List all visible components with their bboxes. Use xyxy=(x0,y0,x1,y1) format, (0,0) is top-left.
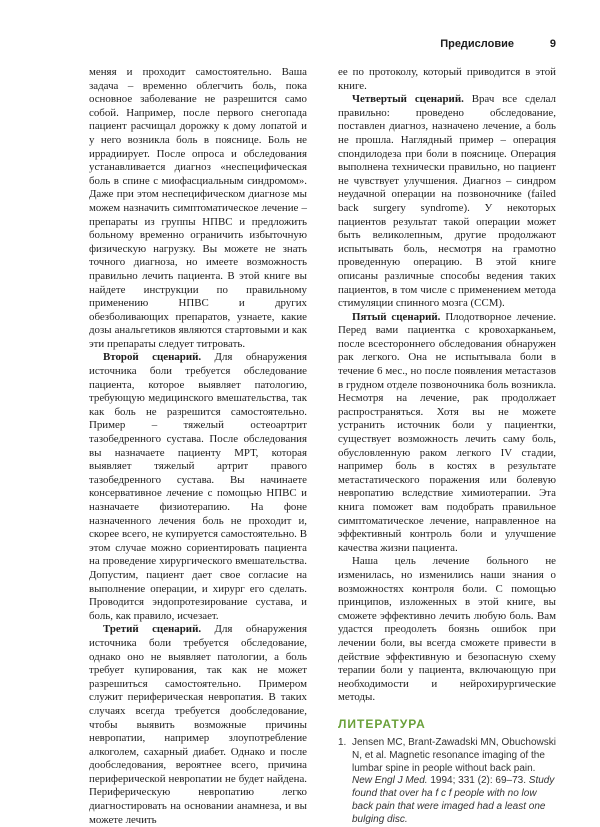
reference-citation: 1994; 331 (2): 69–73. xyxy=(427,775,529,787)
references-heading: ЛИТЕРАТУРА xyxy=(338,716,426,731)
section-title: Предисловие xyxy=(440,38,514,50)
scenario-2-heading: Второй сценарий. xyxy=(103,351,202,364)
reference-item xyxy=(338,737,556,827)
left-column xyxy=(89,66,307,827)
reference-body xyxy=(352,737,556,827)
paragraph-continued-right: ее по протоколу, который приводится в этой книге. xyxy=(338,66,556,92)
paragraph-conclusion: Наша цель лечение больного не изменилась, но изменились наши знания о возможностях контроля боли. С помощью принципов, изложенных в этой книге, вы сможете эффективно лечить любую боль. Вам удастся преодолеть боязнь ошибок при лечении боли, вы всегда сможете привести в действие эффективную и безопасную схему терапии боли у пациента, включающую при необходимости и нейрохирургические методы. xyxy=(338,555,556,704)
reference-note: Study found that over ha f c f people with no low back pain that were imaged had a least one bulging disc. xyxy=(352,775,555,825)
reference-number: 1. xyxy=(338,736,347,748)
reference-text: Jensen MC, Brant-Zawadski MN, Obuchowski N, et al. Magnetic resonance imaging of the lumbar spine in people without back pain. xyxy=(352,736,556,774)
scenario-2-text: Для обнаружения источника боли требуется обследование пациента, которое выявляет патологию, требующую медицинского вмешательства, так как боль не разрешится самостоятельно. Пример – тяжелый остеоартрит тазобедренного сустава. После обследования вы назначаете пациенту МРТ, которая выявляет тяжелый артрит правого тазобедренного сустава. Вы начинаете консервативное лечение с помощью НПВС и назначаете физиотерапию. На фоне назначенного лечения боль не проходит и, скорее всего, не купируется самостоятельно. В этом случае можно сориентировать пациента на проведение хирургического вмешательства. Допустим, пациент дает свое согласие на выполнение операции, и хирург его сделать. Проводится эндопротезирование сустава, и боль, как правило, исчезает. xyxy=(89,351,307,622)
scenario-5-text: Плодотворное лечение. Перед вами пациентка с кровохарканьем, после всестороннего обследования обнаружен рак легкого. Она не испытывала боли в течение 6 мес., но после появления метастазов в грудном отделе позвоночника боль возникла. Несмотря на лечение, рак продолжает распространяться. Хотя вы не можете устранить источник боли у пациентки, существует возможность лечить саму боль, обусловленную раком легкого IV стадии, например боль в костях в результате метастатического поражения или болевую невропатию вследствие химиотерапии. Эта книга поможет вам подобрать правильное симптоматическое лечение, направленное на эффективный контроль боли и улучшение качества жизни пациента. xyxy=(338,310,556,554)
scenario-5-heading: Пятый сценарий. xyxy=(352,310,441,323)
paragraph-scenario-5 xyxy=(338,311,556,556)
reference-journal: New Engl J Med. xyxy=(352,775,428,787)
paragraph-scenario-3 xyxy=(89,623,307,827)
running-header xyxy=(300,38,556,54)
paragraph-scenario-2 xyxy=(89,351,307,623)
paragraph-scenario-4 xyxy=(338,93,556,311)
scenario-4-heading: Четвертый сценарий. xyxy=(352,93,464,106)
scenario-3-text: Для обнаружения источника боли требуется обследование, однако оно не выявляет патологии, а боль требует купирования, так как не может разрешиться самостоятельно. Примером служит периферическая невропатия. В таких случаях всегда требуется дообследование, чтобы выявить возможные причины невропатии, например злоупотребление алкоголем, сахарный диабет. Однако и после дообследования, вероятнее всего, причина периферической невропатии не будет найдена. Периферическую невропатию легко диагностировать на основании анамнеза, и вы можете лечить xyxy=(89,623,308,826)
scenario-3-heading: Третий сценарий. xyxy=(103,623,202,636)
scenario-4-text: Врач все сделал правильно: проведено обследование, поставлен диагноз, назначено лечение, а боль не прошла. Наглядный пример – операция спондилодеза при боли в пояснице. Операция выполнена технически правильно, но пациент не чувствует улучшения. Диагноз – синдром неудачной операции на позвоночнике (failed back surgery syndrome). У некоторых пациентов результат такой операции может быть великолепным, другие продолжают испытывать боль, несмотря на грамотно проведенную операцию. В этой книге описаны различные способы ведения таких пациентов, в том числе с применением метода стимуляции спинного мозга (ССМ). xyxy=(338,93,556,310)
page-number: 9 xyxy=(549,38,556,50)
paragraph-continued: меняя и проходит самостоятельно. Ваша задача – временно облегчить боль, пока основное заболевание не разрешится само собой. Например, после первого снегопада пациент расчищал дорожку к дому лопатой и у него возникла боль в пояснице. Боль не иррадиирует. После опроса и обследования устанавливается диагноз «неспецифическая боль в спине с миофасциальным синдромом». Даже при этом неспецифическом диагнозе мы можем назначить симптоматическое лечение – препараты из группы НПВС и предложить больному временно ограничить избыточную физическую нагрузку. Вы можете не знать точного диагноза, но имеете возможность правильно лечить пациента. В этой книге вы найдете инструкции по правильному применению НПВС и других обезболивающих препаратов, узнаете, какие дозы анальгетиков являются стартовыми и как эти препараты следует титровать. xyxy=(89,66,307,350)
right-column xyxy=(338,66,556,826)
